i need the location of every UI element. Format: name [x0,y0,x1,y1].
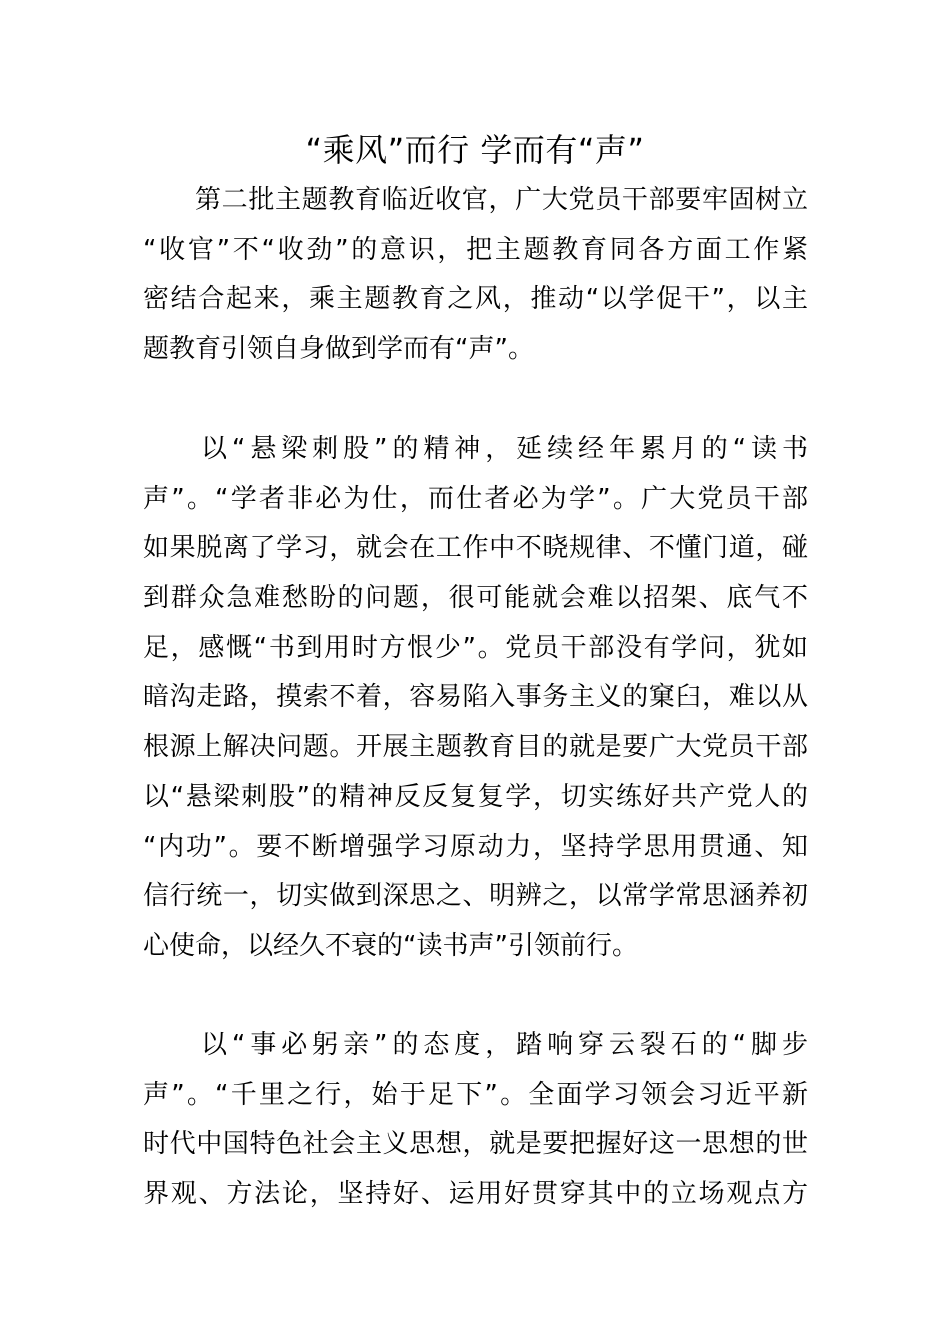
paragraph-line: 第二批主题教育临近收官，广大党员干部要牢固树立 [195,185,808,215]
paragraph-line: “内功”。要不断增强学习原动力，坚持学思用贯通、知 [143,831,808,862]
paragraph-line: 以“悬梁刺股”的精神，延续经年累月的“读书 [201,434,808,464]
paragraph-line: 心使命，以经久不衰的“读书声”引领前行。 [143,930,638,961]
paragraph-line: 题教育引领自身做到学而有“声”。 [143,334,534,365]
paragraph-line: 界观、方法论，坚持好、运用好贯穿其中的立场观点方 [143,1179,808,1210]
paragraph-3 [143,1021,808,1220]
paragraph-line: 如果脱离了学习，就会在工作中不晓规律、不懂门道，碰 [143,533,808,564]
paragraph-line: 声”。“学者非必为仕，而仕者必为学”。广大党员干部 [143,483,808,514]
paragraph-line: 暗沟走路，摸索不着，容易陷入事务主义的窠臼，难以从 [143,682,808,713]
paragraph-line: 根源上解决问题。开展主题教育目的就是要广大党员干部 [143,732,808,763]
paragraph-line: 以“事必躬亲”的态度，踏响穿云裂石的“脚步 [201,1030,808,1060]
document-title: “乘风”而行 学而有“声” [305,131,645,169]
paragraph-line: 以“悬梁刺股”的精神反反复复学，切实练好共产党人的 [143,781,808,812]
paragraph-line: 信行统一，切实做到深思之、明辨之，以常学常思涵养初 [143,881,808,912]
paragraph-1 [143,176,808,375]
paragraph-line: 声”。“千里之行，始于足下”。全面学习领会习近平新 [143,1079,808,1110]
paragraph-2 [143,425,808,972]
paragraph-line: 时代中国特色社会主义思想，就是要把握好这一思想的世 [143,1129,808,1160]
paragraph-line: 足，感慨“书到用时方恨少”。党员干部没有学问，犹如 [143,632,808,663]
paragraph-line: 密结合起来，乘主题教育之风，推动“以学促干”，以主 [143,284,808,315]
paragraph-line: “收官”不“收劲”的意识，把主题教育同各方面工作紧 [143,234,808,265]
paragraph-line: 到群众急难愁盼的问题，很可能就会难以招架、底气不 [143,583,808,614]
